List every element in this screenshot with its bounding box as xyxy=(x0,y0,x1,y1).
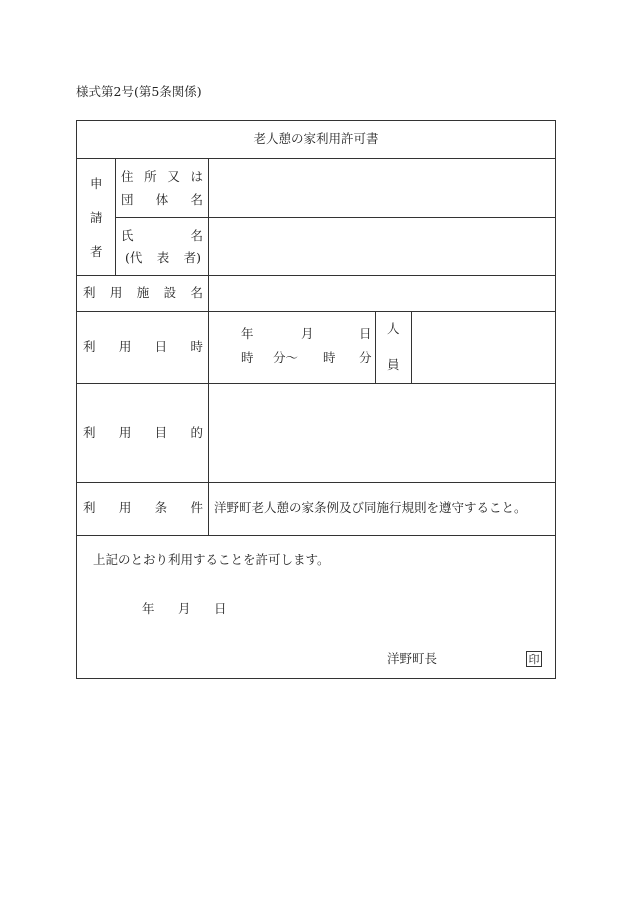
month-unit: 月 xyxy=(301,326,314,341)
issuer-title: 洋野町長 xyxy=(387,651,438,666)
applicant-label-char: 請 xyxy=(90,210,103,225)
people-left-divider xyxy=(375,311,376,383)
address-divider xyxy=(115,217,555,218)
purpose-divider xyxy=(77,482,555,483)
group-name-label: 団 体 名 xyxy=(121,192,203,207)
year-unit: 年 xyxy=(241,326,254,341)
facility-name-label: 利 用 施 設 名 xyxy=(83,285,203,300)
applicant-label-divider xyxy=(115,158,116,275)
minute-from-unit: 分〜 xyxy=(273,350,299,365)
hour-unit: 時 xyxy=(241,350,254,365)
form-number: 様式第2号(第5条関係) xyxy=(76,84,202,99)
people-right-divider xyxy=(411,311,412,383)
people-label-char: 人 xyxy=(387,321,400,336)
address-label: 住 所 又 は xyxy=(121,169,203,184)
title-divider xyxy=(77,158,555,159)
usage-conditions-label: 利 用 条 件 xyxy=(83,500,203,515)
label-column-divider xyxy=(208,158,209,535)
datetime-divider xyxy=(77,383,555,384)
day-unit: 日 xyxy=(359,326,372,341)
hour-unit: 時 xyxy=(323,350,336,365)
facility-divider xyxy=(77,311,555,312)
name-label: 氏 名 xyxy=(121,228,203,243)
permit-month-unit: 月 xyxy=(178,601,191,616)
permit-day-unit: 日 xyxy=(214,601,227,616)
usage-conditions-text: 洋野町老人憩の家条例及び同施行規則を遵守すること。 xyxy=(214,500,527,515)
applicant-label-char: 申 xyxy=(90,176,103,191)
minute-unit: 分 xyxy=(359,350,372,365)
permit-form-table xyxy=(76,120,556,679)
applicant-divider xyxy=(77,275,555,276)
people-label-char: 員 xyxy=(387,357,400,372)
applicant-label-char: 者 xyxy=(90,244,103,259)
representative-label: (代 表 者) xyxy=(125,250,201,265)
seal-mark: 印 xyxy=(526,651,542,667)
conditions-divider xyxy=(77,535,555,536)
form-title: 老人憩の家利用許可書 xyxy=(253,131,379,146)
usage-purpose-label: 利 用 目 的 xyxy=(83,425,203,440)
usage-datetime-label: 利 用 日 時 xyxy=(83,339,203,354)
permission-statement: 上記のとおり利用することを許可します。 xyxy=(93,552,330,567)
permit-year-unit: 年 xyxy=(142,601,155,616)
